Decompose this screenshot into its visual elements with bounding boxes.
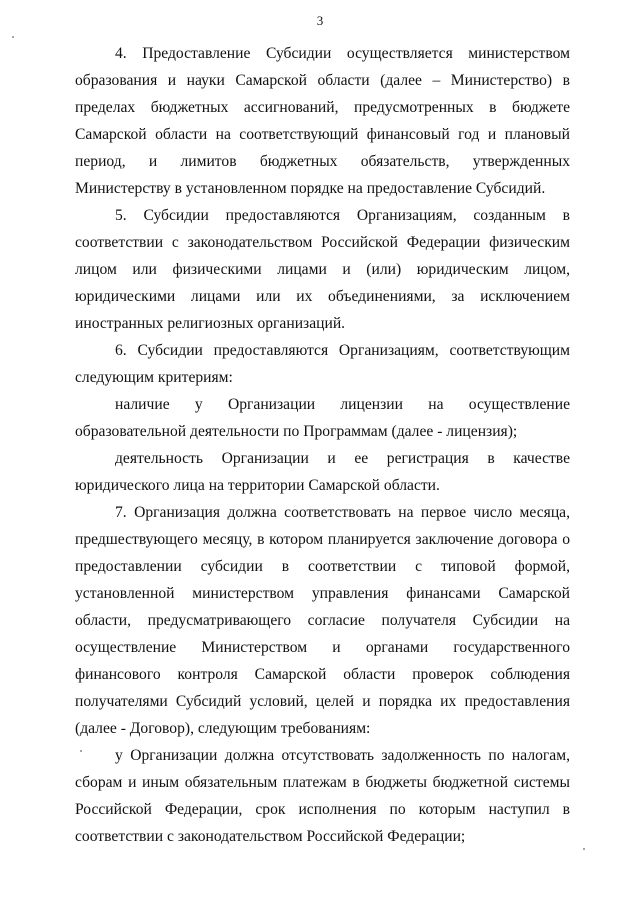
paragraph-6: 6. Субсидии предоставляются Организациям, соответствующим следующим критериям: (75, 342, 570, 386)
document-body (75, 40, 570, 850)
scan-speck (80, 750, 82, 752)
requirement-no-debt: у Организации должна отсутствовать задолженность по налогам, сборам и иным обязательным платежам в бюджеты бюджетной системы Российской Федерации, срок исполнения по которым наступил в соответствии с законодательством Российской Федерации; (75, 747, 570, 845)
scan-speck (12, 36, 14, 38)
paragraph-4: 4. Предоставление Субсидии осуществляется министерством образования и науки Самарской области (далее – Министерство) в пределах бюджетных ассигнований, предусмотренных в бюджете Самарской области на соответствующий финансовый год и плановый период, и лимитов бюджетных обязательств, утвержденных Министерству в установленном порядке на предоставление Субсидий. (75, 45, 570, 197)
criterion-license: наличие у Организации лицензии на осуществление образовательной деятельности по Программам (далее - лицензия); (75, 396, 570, 440)
scan-speck (583, 848, 585, 850)
criterion-registration: деятельность Организации и ее регистрация в качестве юридического лица на территории Самарской области. (75, 450, 570, 494)
paragraph-5: 5. Субсидии предоставляются Организациям, созданным в соответствии с законодательством Российской Федерации физическим лицом или физическими лицами и (или) юридическим лицом, юридическими лицами или их объединениями, за исключением иностранных религиозных организаций. (75, 207, 570, 332)
page-number: 3 (316, 13, 324, 28)
paragraph-7: 7. Организация должна соответствовать на первое число месяца, предшествующего месяцу, в котором планируется заключение договора о предоставлении субсидии в соответствии с типовой формой, установленной министерством управления финансами Самарской области, предусматривающего согласие получателя Субсидии на осуществление Министерством и органами государственного финансового контроля Самарской области проверок соблюдения получателями Субсидий условий, целей и порядка их предоставления (далее - Договор), следующим требованиям: (75, 504, 570, 737)
